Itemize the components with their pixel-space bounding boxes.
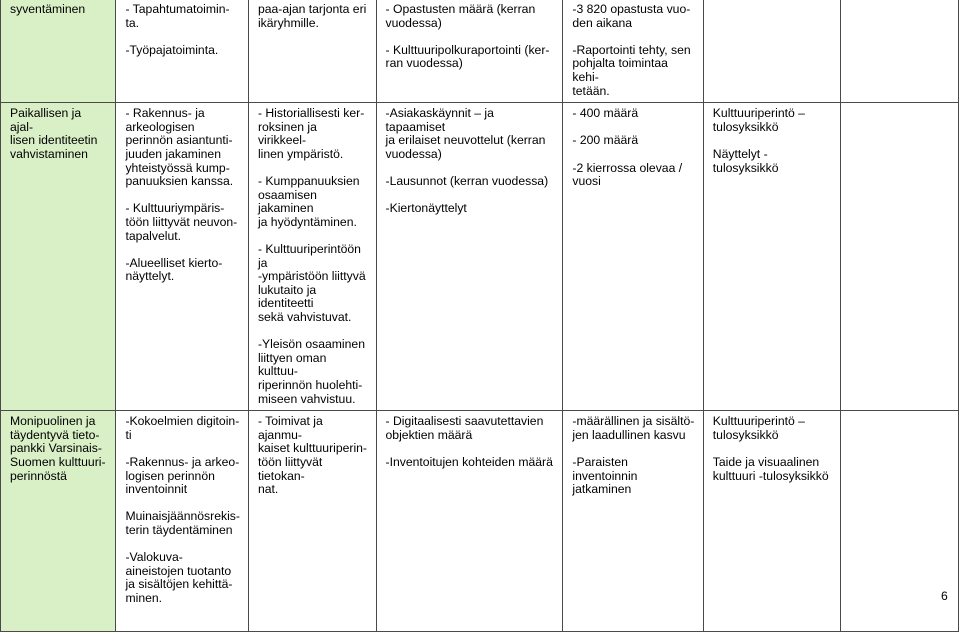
cell-paragraph: -2 kierrossa olevaa / vuosi bbox=[572, 160, 683, 189]
cell-paragraph: -Kokoelmien digitoin- ti bbox=[125, 414, 240, 442]
table-cell bbox=[116, 411, 248, 632]
cell-paragraph: -Kiertonäyttelyt bbox=[385, 201, 467, 216]
cell-paragraph: - Kumppanuuksien osaamisen jakaminen ja hyödyntäminen. bbox=[257, 174, 360, 229]
cell-paragraph: -Valokuva- aineistojen tuotanto ja sisältöjen kehittä- minen. bbox=[125, 550, 233, 605]
table-cell bbox=[1, 411, 116, 632]
cell-paragraph: - Kulttuuriympäris- töön liittyvät neuvon- tapalvelut. bbox=[125, 201, 238, 243]
cell-paragraph: -Lausunnot (kerran vuodessa) bbox=[385, 174, 549, 189]
cell-paragraph: -määrällinen ja sisältö- jen laadullinen kasvu bbox=[572, 414, 695, 442]
cell-paragraph: - Kulttuuriperintöön ja -ympäristöön liittyvä lukutaito ja identiteetti sekä vahvistuvat. bbox=[257, 242, 366, 325]
table-cell bbox=[248, 0, 376, 103]
cell-paragraph: - 400 määrä bbox=[572, 106, 639, 121]
cell-paragraph: Taide ja visuaalinen kulttuuri -tulosyksikkö bbox=[712, 455, 829, 483]
cell-paragraph: Monipuolinen ja täydentyvä tieto- pankki Varsinais- Suomen kulttuuri- perinnöstä bbox=[10, 414, 106, 483]
cell-paragraph: - Kulttuuripolkuraportointi (ker- ran vuodessa) bbox=[385, 42, 550, 71]
table-cell bbox=[703, 103, 840, 411]
table-cell bbox=[376, 0, 563, 103]
table-row bbox=[1, 0, 959, 103]
table-row bbox=[1, 411, 959, 632]
cell-paragraph: -Työpajatoiminta. bbox=[125, 42, 219, 57]
cell-paragraph: Paikallisen ja ajal- lisen identiteetin vahvistaminen bbox=[10, 106, 98, 161]
cell-paragraph: -Asiakaskäynnit – ja tapaamiset ja erilaiset neuvottelut (kerran vuodessa) bbox=[385, 106, 546, 161]
page-number: 6 bbox=[941, 589, 948, 603]
cell-paragraph: -Inventoitujen kohteiden määrä bbox=[385, 455, 553, 469]
cell-paragraph: Muinaisjäännösrekis- terin täydentäminen bbox=[125, 509, 240, 537]
table-cell bbox=[248, 411, 376, 632]
cell-paragraph: Kulttuuriperintö – tulosyksikkö bbox=[712, 106, 805, 134]
table-cell bbox=[1, 0, 116, 103]
cell-paragraph: - Tapahtumatoimin- ta. bbox=[125, 2, 230, 30]
cell-paragraph: - Opastusten määrä (kerran vuodessa) bbox=[385, 2, 536, 30]
table-cell bbox=[563, 0, 703, 103]
cell-paragraph: - Toimivat ja ajanmu- kaiset kulttuuriperin- töön liittyvät tietokan- nat. bbox=[257, 414, 367, 497]
table-cell bbox=[840, 103, 958, 411]
table-cell bbox=[1, 103, 116, 411]
cell-paragraph: -3 820 opastusta vuo- den aikana bbox=[572, 2, 691, 30]
table-cell bbox=[563, 103, 703, 411]
cell-paragraph: -Alueelliset kierto- näyttelyt. bbox=[125, 255, 223, 284]
cell-paragraph: - Digitaalisesti saavutettavien objektien määrä bbox=[385, 414, 544, 442]
table-cell bbox=[840, 0, 958, 103]
table-cell bbox=[116, 0, 248, 103]
table-cell bbox=[248, 103, 376, 411]
table-cell bbox=[703, 411, 840, 632]
table-cell bbox=[376, 103, 563, 411]
table-cell bbox=[563, 411, 703, 632]
table-cell bbox=[376, 411, 563, 632]
cell-paragraph: syventäminen bbox=[10, 2, 86, 16]
cell-paragraph: - Historiallisesti ker- roksinen ja virikkeel- linen ympäristö. bbox=[257, 106, 365, 161]
cell-paragraph: -Raportointi tehty, sen pohjalta toimintaa kehi- tetään. bbox=[572, 42, 691, 98]
table-cell bbox=[703, 0, 840, 103]
cell-paragraph: -Yleisön osaaminen liittyen oman kulttuu- riperinnön huolehti- miseen vahvistuu. bbox=[257, 337, 365, 406]
table-row bbox=[1, 103, 959, 411]
cell-paragraph: -Rakennus- ja arkeo- logisen perinnön inventoinnit bbox=[125, 455, 240, 497]
cell-paragraph: - 200 määrä bbox=[572, 133, 639, 148]
cell-paragraph: - Rakennus- ja arkeologisen perinnön asiantunti- juuden jakaminen yhteistyössä kump- panuuksien kanssa. bbox=[125, 106, 234, 189]
cell-paragraph: Kulttuuriperintö – tulosyksikkö bbox=[712, 414, 805, 442]
cell-paragraph: paa-ajan tarjonta eri ikäryhmille. bbox=[257, 2, 367, 30]
cell-paragraph: -Paraisten inventoinnin jatkaminen bbox=[572, 455, 638, 497]
table-cell bbox=[116, 103, 248, 411]
cell-paragraph: Näyttelyt -tulosyksikkö bbox=[712, 146, 779, 175]
